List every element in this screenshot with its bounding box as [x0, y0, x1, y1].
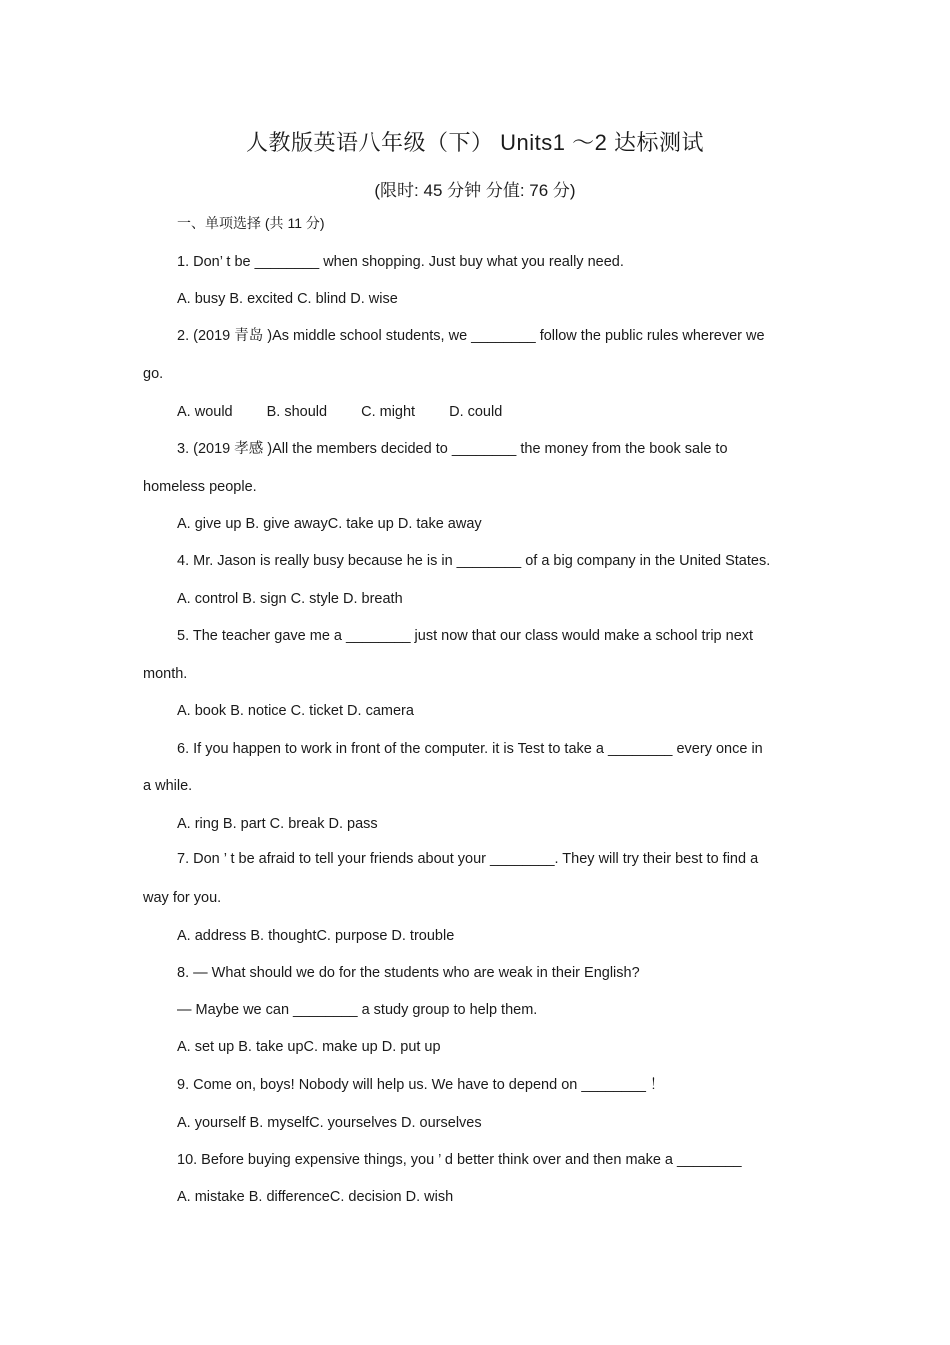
question-9-text: 9. Come on, boys! Nobody will help us. We have to depend on ________ ！ — [177, 1077, 665, 1093]
question-2-options — [177, 402, 502, 422]
question-2-option-b: B. should — [266, 404, 328, 420]
question-7-options: A. address B. thoughtC. purpose D. trouble — [177, 928, 455, 944]
question-10-options: A. mistake B. differenceC. decision D. wish — [177, 1189, 454, 1205]
question-2-option-d: D. could — [449, 404, 503, 420]
question-1-options: A. busy B. excited C. blind D. wise — [177, 291, 398, 307]
question-5-text-cont: month. — [143, 666, 188, 682]
question-3-text-cont: homeless people. — [143, 479, 257, 495]
question-1-text: 1. Don’ t be ________ when shopping. Just buy what you really need. — [177, 254, 624, 270]
question-7-text: 7. Don ’ t be afraid to tell your friends about your ________. They will try their best to find a — [177, 851, 759, 867]
question-9-options: A. yourself B. myselfC. yourselves D. ourselves — [177, 1115, 482, 1131]
question-2-text-cont: go. — [143, 366, 164, 382]
question-5-options: A. book B. notice C. ticket D. camera — [177, 703, 414, 719]
question-5-text: 5. The teacher gave me a ________ just now that our class would make a school trip next — [177, 628, 754, 644]
question-4-options: A. control B. sign C. style D. breath — [177, 591, 403, 607]
question-3-options: A. give up B. give awayC. take up D. take away — [177, 516, 482, 532]
question-4-text: 4. Mr. Jason is really busy because he is in ________ of a big company in the United States. — [177, 553, 771, 569]
time-score-info: (限时: 45 分钟 分值: 76 分) — [374, 181, 576, 200]
question-8-text: 8. — What should we do for the students who are weak in their English? — [177, 965, 640, 981]
question-2-option-c: C. might — [361, 404, 416, 420]
page-title: 人教版英语八年级（下） Units1 ～2 达标测试 — [246, 130, 704, 155]
question-6-options: A. ring B. part C. break D. pass — [177, 816, 378, 832]
question-2-text: 2. (2019 青岛 )As middle school students, we ________ follow the public rules wherever we — [177, 328, 765, 344]
question-10-text: 10. Before buying expensive things, you ’ d better think over and then make a ________ — [177, 1152, 742, 1168]
question-8-text-cont: — Maybe we can ________ a study group to help them. — [177, 1002, 538, 1018]
question-8-options: A. set up B. take upC. make up D. put up — [177, 1039, 441, 1055]
question-3-text: 3. (2019 孝感 )All the members decided to ________ the money from the book sale to — [177, 441, 728, 457]
question-6-text: 6. If you happen to work in front of the computer. it is Test to take a ________ every once in — [177, 741, 763, 757]
question-6-text-cont: a while. — [143, 778, 193, 794]
question-2-option-a: A. would — [177, 404, 233, 420]
section-heading: 一、单项选择 (共 11 分) — [177, 215, 325, 231]
question-7-text-cont: way for you. — [143, 890, 222, 906]
